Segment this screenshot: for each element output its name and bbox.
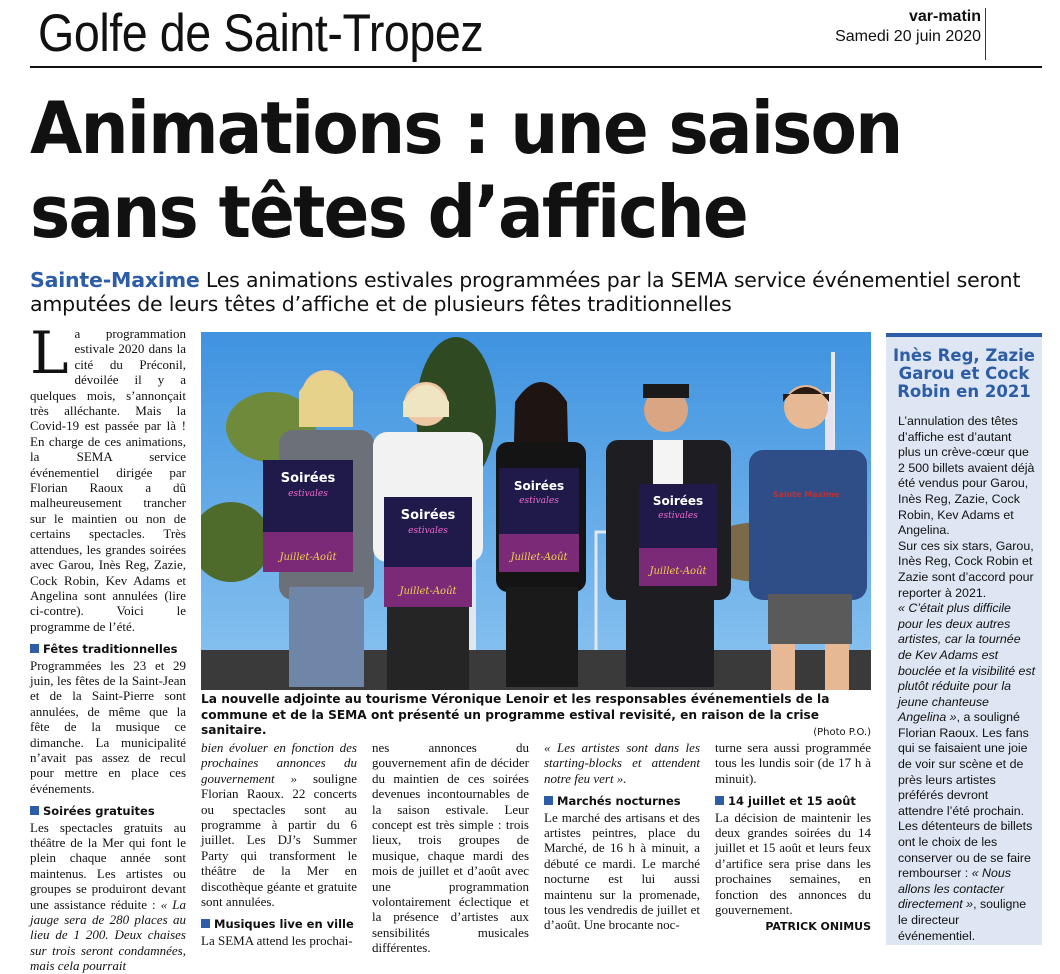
headline (30, 86, 901, 254)
subhead-soirees: Soirées gratuites (30, 804, 186, 819)
svg-text:estivales: estivales (658, 511, 698, 521)
svg-text:estivales: estivales (408, 526, 448, 536)
caption-text: La nouvelle adjointe au tourisme Véronique Lenoir et les responsables événementiels de la commune et de la SEMA ont présenté un programme estival revisité, en raison de la crise sanitaire. (201, 692, 830, 737)
article-column-1 (30, 319, 186, 974)
svg-text:Juillet-Août: Juillet-Août (649, 566, 707, 577)
svg-text:Juillet-Août: Juillet-Août (279, 552, 337, 563)
square-bullet-icon (715, 796, 724, 805)
square-bullet-icon (30, 806, 39, 815)
paragraph-marches: Le marché des artisans et des artistes peintres, place du Marché, de 16 h à minuit, a débuté ce mardi. Le marché nocturne est lui aussi maintenu sur la promenade, tous les vendredis de juillet et d’août. Une brocante noc- (544, 809, 700, 933)
svg-text:Soirées: Soirées (652, 494, 704, 508)
svg-text:Soirées: Soirées (280, 471, 336, 486)
newspaper-name: var-matin (908, 8, 981, 25)
sidebar-paragraph-3: « C’était plus difficile pour les deux autres artistes, car la tournée de Kev Adams est bouclée et la visibilité est plutôt réduite pour la jeune chanteuse Angelina », a souligné Florian Raoux. Les fans qui se faisaient une joie de voir sur scène et de près leurs artistes préférés devront attendre l’été prochain. Les détenteurs de billets ont le choix de les conserver ou de se faire rembourser : « Nous allons les contacter directement », souligne le directeur événementiel. (898, 601, 1036, 943)
paragraph-col5: turne sera aussi programmée tous les lundis soir (de 17 h à minuit). (715, 740, 871, 786)
svg-text:Juillet-Août: Juillet-Août (399, 586, 457, 597)
svg-text:Juillet-Août: Juillet-Août (510, 552, 568, 563)
intro-paragraph: a programmation estivale 2020 dans la cité du Préconil, dévoilée il y a quelques mois, s’annonçait très alléchante. Mais la Covid-19 est passée par là ! En charge de ces animations, la SEMA service événementiel dirigée par Florian Raoux a dû malheureusement trancher sur le maintien ou non de certains spectacles. Très attendues, les grandes soirées avec Garou, Inès Reg, Zazie, Cock Robin, Kev Adams et Angelina sont annulées (lire ci-contre). Voici le programme de l’été. (30, 326, 186, 634)
article-column-4 (544, 740, 700, 933)
headline-line-2: sans têtes d’affiche (30, 170, 747, 254)
subhead-marches: Marchés nocturnes (544, 794, 700, 809)
article-column-3 (372, 740, 529, 956)
paragraph-14-juillet: La décision de maintenir les deux grandes soirées du 14 juillet et 15 août et leurs feux d’artifice sera prise dans les prochaines semaines, en fonction des annonces du gouvernement. (715, 809, 871, 918)
svg-text:estivales: estivales (288, 489, 328, 499)
square-bullet-icon (544, 796, 553, 805)
issue-date: Samedi 20 juin 2020 (835, 28, 981, 45)
article-photo (201, 332, 871, 690)
author-signature: PATRICK ONIMUS (765, 920, 871, 934)
paragraph-fetes: Programmées les 23 et 29 juin, les fêtes de la Saint-Jean et de la Saint-Pierre sont annulées, de même que la fête de la musique ce dimanche. La municipalité n’avait pas assez de recul pour mettre en place ces événements. (30, 657, 186, 796)
poster-3 (499, 468, 579, 572)
svg-text:Soirées: Soirées (400, 508, 456, 523)
svg-text:estivales: estivales (519, 496, 559, 506)
group-photo-illustration (201, 332, 871, 690)
photo-caption (201, 692, 871, 741)
paragraph-col3: nes annonces du gouvernement afin de décider du maintien de ces soirées devenues incontournables de la saison estivale. Leur concept est très simple : trois lieux, trois groupes de musique, chaque mardi des mois de juillet et d’août avec une programmation volontairement éclectique et la présence d’artistes aux sensibilités musicales différentes. (372, 740, 529, 956)
tshirt-text: Sainte Maxime (772, 490, 840, 499)
subhead-14-juillet: 14 juillet et 15 août (715, 794, 871, 809)
paragraph-musiques: La SEMA attend les prochai- (201, 932, 353, 948)
photo-credit: (Photo P.O.) (813, 727, 871, 738)
sidebar-body (898, 414, 1036, 944)
sidebar-box (886, 333, 1042, 945)
poster-1 (263, 460, 353, 572)
paragraph-col2: bien évoluer en fonction des prochaines annonces du gouvernement » souligne Florian Raoux. 22 concerts ou spectacles sont au programme à partir du 6 juillet. Les DJ’s Summer Party qui transforment le théâtre de la Mer en discothèque géante et gratuite sont annulées. (201, 740, 357, 910)
square-bullet-icon (30, 644, 39, 653)
article-column-5 (715, 740, 871, 935)
header-rule (30, 66, 1042, 68)
svg-text:Soirées: Soirées (513, 479, 565, 493)
sidebar-paragraph-2: Sur ces six stars, Garou, Inès Reg, Cock Robin et Zazie sont d’accord pour reporter à 2021. (898, 538, 1034, 600)
square-bullet-icon (201, 919, 210, 928)
sidebar-title: Inès Reg, Zazie Garou et Cock Robin en 2021 (893, 346, 1035, 401)
poster-4 (639, 484, 717, 586)
quote-artistes: « Les artistes sont dans les starting-blocks et attendent notre feu vert ». (544, 740, 700, 786)
deck-location: Sainte-Maxime (30, 268, 200, 292)
headline-line-1: Animations : une saison (30, 86, 902, 170)
header-divider (985, 8, 986, 60)
article-column-2 (201, 740, 357, 948)
subhead-musiques: Musiques live en ville (201, 917, 357, 932)
poster-2 (384, 497, 472, 607)
deck-text: Les animations estivales programmées par la SEMA service événementiel seront amputées de leurs têtes d’affiche et de plusieurs fêtes traditionnelles (30, 268, 1021, 316)
sidebar-paragraph-1: L’annulation des têtes d’affiche est d’autant plus un crève-cœur que 2 500 billets avaient déjà été vendus pour Garou, Inès Reg, Zazie, Cock Robin, Kev Adams et Angelina. (898, 414, 1035, 538)
article-deck (30, 268, 1040, 316)
drop-cap: L (30, 319, 69, 387)
section-title: Golfe de Saint-Tropez (38, 4, 484, 63)
subhead-fetes: Fêtes traditionnelles (30, 642, 186, 657)
paragraph-soirees: Les spectacles gratuits au théâtre de la Mer qui font le plein chaque année sont maintenus. Les artistes ou groupes se produiront devant une assistance réduite : « La jauge sera de 280 places au lieu de 1 200. Deux chaises sur trois seront condamnées, mais cela pourrait (30, 819, 186, 974)
